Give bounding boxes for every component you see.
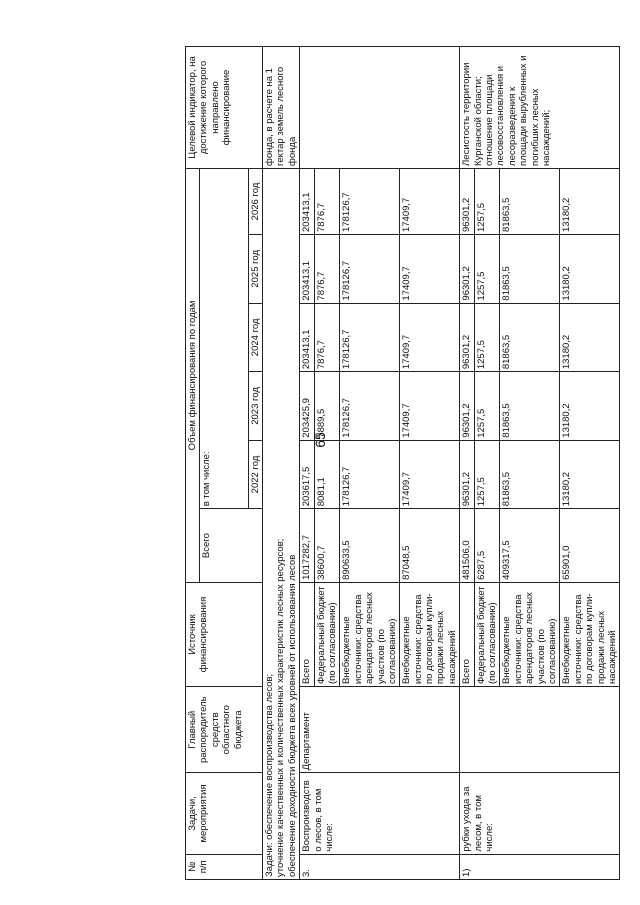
row-target: Лесистость территории Курганской области; отношение площади лесовосстановления и лесоразведения к площади вырубленных и погибших лесных насаждений; xyxy=(460,47,620,169)
cell-year: 17409,7 xyxy=(400,235,460,304)
cell-year: 178126,7 xyxy=(340,235,400,304)
cell-year: 1257,5 xyxy=(474,168,500,234)
header-financing: Объем финансирования по годам xyxy=(186,168,200,582)
cell-year: 81863,5 xyxy=(500,235,560,304)
cell-total: 481506,0 xyxy=(460,509,474,583)
cell-year: 81863,5 xyxy=(500,168,560,234)
page-number: 65 xyxy=(311,432,328,448)
cell-year: 96301,2 xyxy=(460,303,474,372)
row-source: Всего xyxy=(460,582,474,686)
row-num: 1) xyxy=(460,854,620,879)
row-source: Внебюджетные источники: средства арендаторов лесных участков (по согласованию) xyxy=(340,582,400,686)
cell-year: 13180,2 xyxy=(560,372,620,441)
cell-year: 13180,2 xyxy=(560,303,620,372)
cell-year: 7876,7 xyxy=(314,303,340,372)
financing-table xyxy=(185,46,620,880)
cell-year: 1257,5 xyxy=(474,440,500,509)
cell-year: 81863,5 xyxy=(500,372,560,441)
cell-total: 87048,5 xyxy=(400,509,460,583)
tasks-text: Задачи: обеспечение воспроизводства лесов; уточнение качественных и количественных характеристик лесных ресурсов; обеспечение доходности бюджета всех уровней от использования лесов xyxy=(263,168,300,879)
cell-year: 96301,2 xyxy=(460,168,474,234)
cell-year: 8081,1 xyxy=(314,440,340,509)
cell-year: 17409,7 xyxy=(400,440,460,509)
cell-year: 96301,2 xyxy=(460,372,474,441)
cell-year: 178126,7 xyxy=(340,372,400,441)
header-target: Целевой индикатор, на достижение которого направлено финансирование xyxy=(186,47,263,169)
cell-year: 203413,1 xyxy=(300,303,314,372)
cell-total: 65901,0 xyxy=(560,509,620,583)
header-year: 2022 год xyxy=(248,440,262,509)
cell-total: 409317,5 xyxy=(500,509,560,583)
cell-year: 13180,2 xyxy=(560,440,620,509)
cell-year: 13180,2 xyxy=(560,235,620,304)
row-source: Внебюджетные источники: средства арендаторов лесных участков (по согласованию) xyxy=(500,582,560,686)
cell-total: 1017282,7 xyxy=(300,509,314,583)
row-num: 3. xyxy=(300,854,460,879)
rotated-sheet xyxy=(185,46,625,880)
cell-year: 81863,5 xyxy=(500,440,560,509)
target-continued: фонда, в расчете на 1 гектар земель лесного фонда xyxy=(263,47,300,169)
cell-year: 7876,7 xyxy=(314,168,340,234)
row-distributor xyxy=(460,687,620,773)
cell-total: 6287,5 xyxy=(474,509,500,583)
header-total: Всего xyxy=(200,509,263,583)
row-source: Федеральный бюджет (по согласованию) xyxy=(314,582,340,686)
cell-year: 178126,7 xyxy=(340,303,400,372)
cell-year: 96301,2 xyxy=(460,235,474,304)
table-row xyxy=(300,47,314,880)
cell-year: 7889,5 xyxy=(314,372,340,441)
header-distributor: Главный распорядитель средств областного бюджета xyxy=(186,687,263,773)
cell-year: 1257,5 xyxy=(474,303,500,372)
row-source: Внебюджетные источники: средства по договорам купли-продажи лесных насаждений xyxy=(400,582,460,686)
table-row xyxy=(460,47,474,880)
cell-year: 178126,7 xyxy=(340,168,400,234)
cell-year: 1257,5 xyxy=(474,372,500,441)
cell-year: 203617,5 xyxy=(300,440,314,509)
row-target xyxy=(300,47,460,169)
header-year: 2026 год xyxy=(248,168,262,234)
row-name: Воспроизводство лесов, в том числе: xyxy=(300,773,460,854)
cell-year: 178126,7 xyxy=(340,440,400,509)
header-task: Задачи, мероприятия xyxy=(186,773,263,854)
cell-total: 38600,7 xyxy=(314,509,340,583)
tasks-row xyxy=(263,47,300,880)
cell-year: 1257,5 xyxy=(474,235,500,304)
header-num: № п/п xyxy=(186,854,263,879)
cell-year: 203413,1 xyxy=(300,235,314,304)
header-year: 2025 год xyxy=(248,235,262,304)
cell-year: 81863,5 xyxy=(500,303,560,372)
header-row-1 xyxy=(186,47,200,880)
cell-year: 17409,7 xyxy=(400,168,460,234)
header-year: 2023 год xyxy=(248,372,262,441)
cell-year: 96301,2 xyxy=(460,440,474,509)
cell-year: 17409,7 xyxy=(400,303,460,372)
cell-year: 17409,7 xyxy=(400,372,460,441)
cell-year: 13180,2 xyxy=(560,168,620,234)
row-source: Всего xyxy=(300,582,314,686)
row-source: Федеральный бюджет (по согласованию) xyxy=(474,582,500,686)
header-year: 2024 год xyxy=(248,303,262,372)
cell-year: 7876,7 xyxy=(314,235,340,304)
row-name: рубки ухода за лесом, в том числе: xyxy=(460,773,620,854)
cell-year: 203413,1 xyxy=(300,168,314,234)
row-source: Внебюджетные источники: средства по договорам купли-продажи лесных насаждений xyxy=(560,582,620,686)
row-distributor: Департамент xyxy=(300,687,460,773)
cell-year: 203425,9 xyxy=(300,372,314,441)
header-including: в том числе: xyxy=(200,168,248,508)
header-source: Источник финансирования xyxy=(186,582,263,686)
cell-total: 890633,5 xyxy=(340,509,400,583)
